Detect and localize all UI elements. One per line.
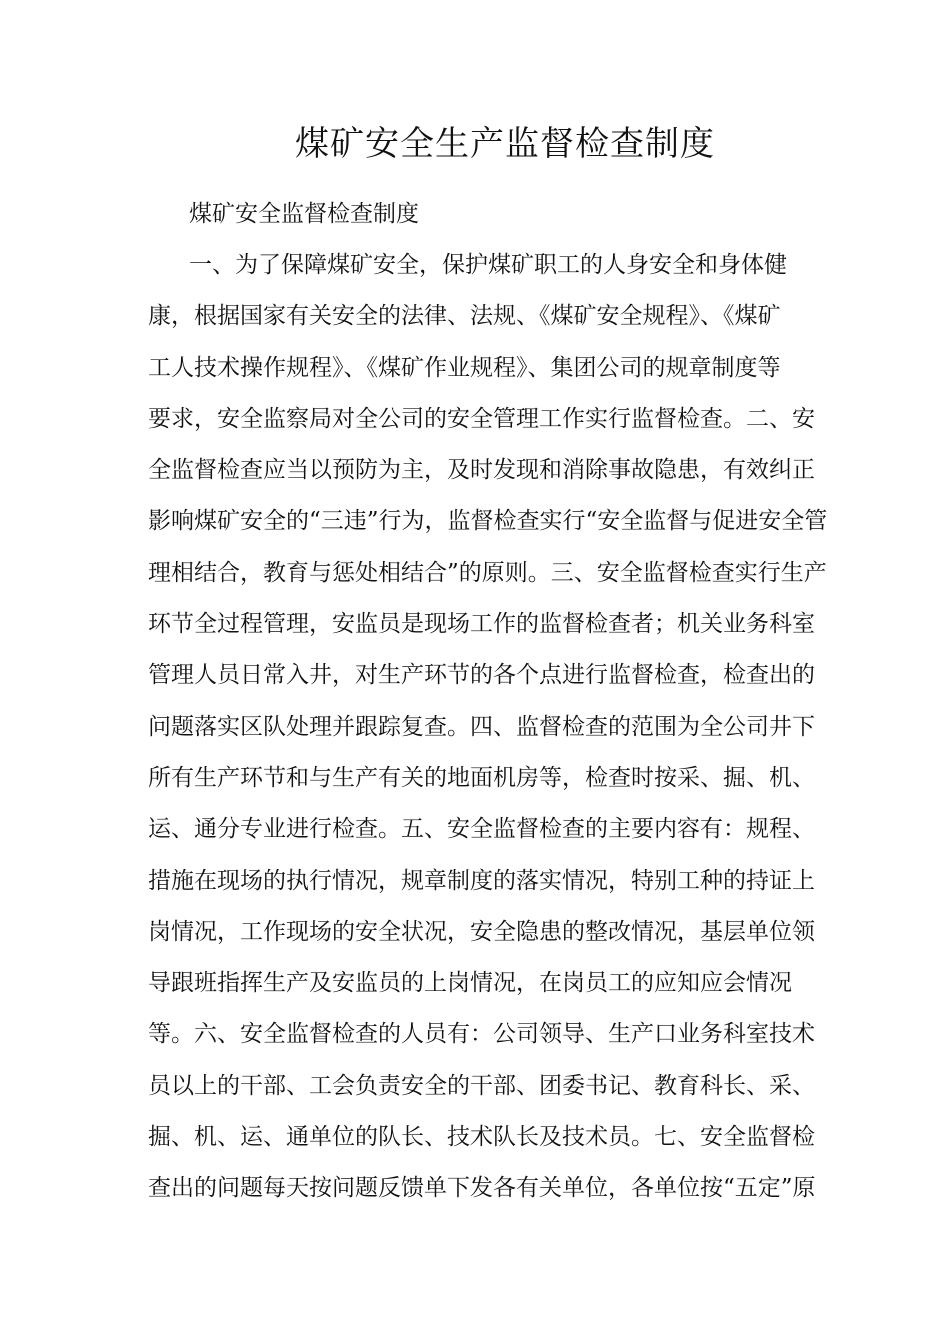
document-body (148, 249, 828, 1224)
body-line: 影响煤矿安全的“三违”行为，监督检查实行“安全监督与促进安全管 (148, 508, 828, 535)
body-line: 所有生产环节和与生产有关的地面机房等，检查时按采、掘、机、 (148, 764, 815, 791)
body-line: 管理人员日常入井，对生产环节的各个点进行监督检查，检查出的 (148, 662, 815, 689)
body-line: 查出的问题每天按问题反馈单下发各有关单位，各单位按“五定”原 (148, 1175, 816, 1202)
body-line: 一、为了保障煤矿安全，保护煤矿职工的人身安全和身体健 (189, 252, 787, 278)
body-line: 措施在现场的执行情况，规章制度的落实情况，特别工种的持证上 (148, 867, 815, 894)
body-line: 工人技术操作规程》、《煤矿作业规程》、集团公司的规章制度等 (148, 354, 781, 381)
body-line: 康，根据国家有关安全的法律、法规、《煤矿安全规程》、《煤矿 (148, 303, 781, 330)
body-line: 要求，安全监察局对全公司的安全管理工作实行监督检查。二、安 (148, 405, 815, 432)
body-line: 导跟班指挥生产及安监员的上岗情况，在岗员工的应知应会情况 (148, 970, 792, 997)
body-line: 运、通分专业进行检查。五、安全监督检查的主要内容有：规程、 (148, 816, 815, 843)
body-line: 环节全过程管理，安监员是现场工作的监督检查者；机关业务科室 (148, 611, 815, 638)
body-line: 掘、机、运、通单位的队长、技术队长及技术员。七、安全监督检 (148, 1124, 815, 1151)
body-line: 理相结合，教育与惩处相结合”的原则。三、安全监督检查实行生产 (148, 559, 827, 586)
body-line: 岗情况，工作现场的安全状况，安全隐患的整改情况，基层单位领 (148, 918, 815, 945)
body-line: 全监督检查应当以预防为主，及时发现和消除事故隐患，有效纠正 (148, 457, 815, 484)
document-title: 煤矿安全生产监督检查制度 (295, 124, 715, 164)
body-line: 员以上的干部、工会负责安全的干部、团委书记、教育科长、采、 (148, 1072, 815, 1099)
document-subtitle: 煤矿安全监督检查制度 (189, 201, 419, 227)
body-line: 等。六、安全监督检查的人员有：公司领导、生产口业务科室技术 (148, 1021, 815, 1048)
body-line: 问题落实区队处理并跟踪复查。四、监督检查的范围为全公司井下 (148, 713, 815, 740)
